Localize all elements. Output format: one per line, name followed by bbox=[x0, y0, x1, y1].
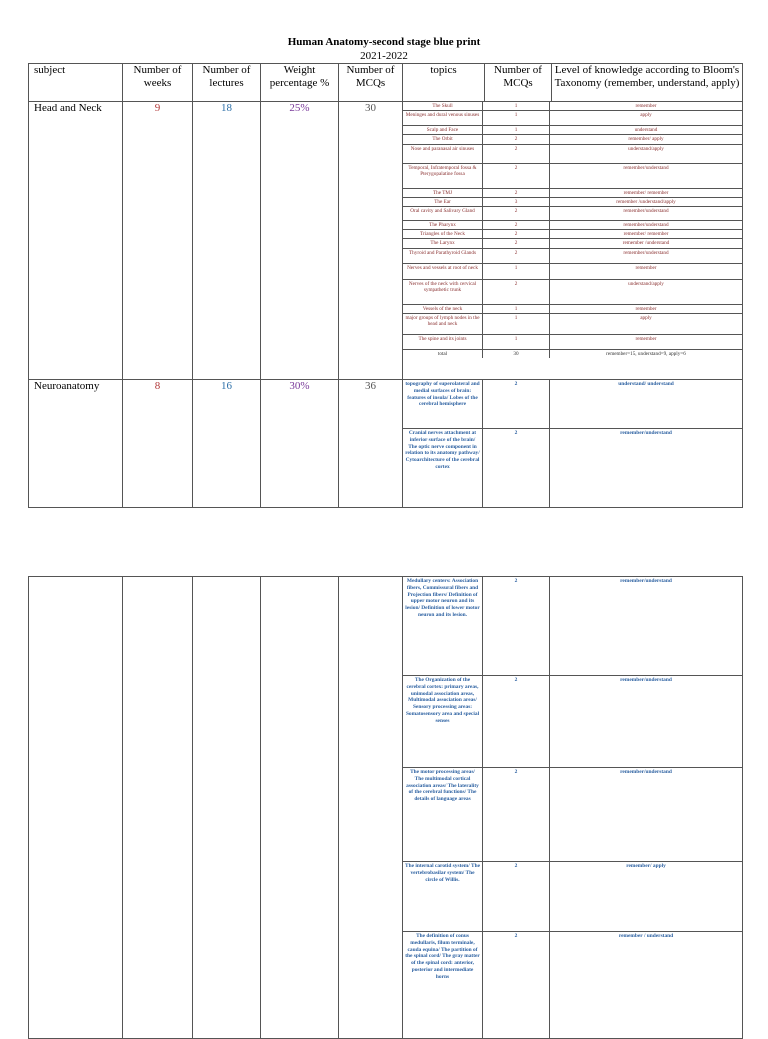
topic-knowledge-level: remember /understand bbox=[622, 240, 670, 246]
topic-row bbox=[403, 350, 742, 358]
section-neuro-continued bbox=[29, 577, 743, 1039]
topic-row bbox=[403, 230, 742, 239]
topic-knowledge-level: remember/understand bbox=[623, 222, 669, 228]
topic-mcq-count: 2 bbox=[483, 221, 550, 229]
topic-text: The TMJ bbox=[403, 189, 483, 197]
topic-text: The internal carotid system/ The vertebrobasilar system/ The circle of Willis. bbox=[403, 862, 483, 931]
topic-text: Cranial nerves attachment at inferior surface of the brain/ The optic nerve component in relation to its anatomy pathway/ Cytoarchitecture of the cerebral cortex bbox=[403, 429, 483, 507]
col-weeks: Number of weeks bbox=[123, 64, 193, 102]
topic-knowledge-level: remember/understand bbox=[623, 250, 669, 256]
topic-row bbox=[403, 164, 742, 189]
topic-mcq-count: 2 bbox=[483, 189, 550, 197]
topic-mcq-count: 2 bbox=[483, 429, 550, 507]
topic-text: The motor processing areas/ The multimodal cortical association areas/ The laterality of the cerebral functions/ The details of language areas bbox=[403, 768, 483, 861]
lectures-cell: 18 bbox=[193, 102, 261, 380]
topic-knowledge-level: remember /understand/apply bbox=[616, 199, 676, 205]
col-topic-mcqs: Number of MCQs bbox=[485, 64, 552, 102]
topic-text: topography of superolateral and medial surfaces of brain: features of insula/ Lobes of the cerebral hemisphere bbox=[403, 380, 483, 428]
topic-mcq-count: 2 bbox=[483, 249, 550, 263]
topic-knowledge-level: remember bbox=[635, 306, 657, 312]
topic-mcq-count: 1 bbox=[483, 111, 550, 125]
topic-knowledge-level: remember bbox=[635, 265, 657, 271]
topics-block bbox=[403, 577, 743, 1039]
topic-knowledge-level: remember/understand bbox=[623, 208, 669, 214]
topic-row bbox=[403, 380, 742, 429]
weeks-cell bbox=[123, 577, 193, 1039]
topic-text: The Larynx bbox=[403, 239, 483, 248]
topic-text: The Pharynx bbox=[403, 221, 483, 229]
topic-text: major groups of lymph nodes in the head and neck bbox=[403, 314, 483, 334]
topic-mcq-count: 1 bbox=[483, 126, 550, 134]
topic-row bbox=[403, 126, 742, 135]
col-mcqs: Number of MCQs bbox=[339, 64, 403, 102]
topic-knowledge-level: understand bbox=[634, 127, 658, 133]
topic-row bbox=[403, 335, 742, 350]
topic-row bbox=[403, 135, 742, 145]
topic-row bbox=[403, 862, 742, 932]
topic-knowledge-level: understand/apply bbox=[628, 146, 664, 152]
topic-knowledge-level: remember/understand bbox=[620, 677, 672, 683]
section-head-neck bbox=[29, 102, 743, 380]
topic-knowledge-level: remember/ apply bbox=[626, 863, 666, 869]
weight-cell bbox=[261, 577, 339, 1039]
topic-text: Meninges and dural venous sinuses bbox=[403, 111, 483, 125]
topic-knowledge-level: apply bbox=[640, 315, 652, 321]
topic-text: The Ear bbox=[403, 198, 483, 206]
col-lectures: Number of lectures bbox=[193, 64, 261, 102]
topic-text: Oral cavity and Salivary Gland bbox=[403, 207, 483, 220]
col-weight: Weight percentage % bbox=[261, 64, 339, 102]
subject-cell: Neuroanatomy bbox=[29, 380, 123, 508]
weeks-cell: 8 bbox=[123, 380, 193, 508]
topic-knowledge-level: remember/understand bbox=[620, 578, 672, 584]
topic-mcq-count: 1 bbox=[483, 314, 550, 334]
topic-mcq-count: 1 bbox=[483, 335, 550, 349]
topic-row bbox=[403, 249, 742, 264]
topic-mcq-count: 2 bbox=[483, 164, 550, 188]
topic-knowledge-level: remember bbox=[635, 336, 657, 342]
weight-cell: 25% bbox=[261, 102, 339, 380]
weight-cell: 30% bbox=[261, 380, 339, 508]
lectures-cell: 16 bbox=[193, 380, 261, 508]
topic-text: The Skull bbox=[403, 102, 483, 110]
header-row bbox=[29, 64, 743, 102]
topic-mcq-count: 3 bbox=[483, 198, 550, 206]
subject-cell bbox=[29, 577, 123, 1039]
topic-knowledge-level: remember / understand bbox=[618, 933, 674, 939]
topic-text: The definition of conus medullaris, filum terminale, cauda equina/ The partition of the spinal cord/ The gray matter of the spinal cord: anterior, posterior and intermediate horns bbox=[403, 932, 483, 1038]
topic-mcq-count: 30 bbox=[483, 350, 550, 358]
col-level: Level of knowledge according to Bloom's Taxonomy (remember, understand, apply) bbox=[552, 64, 743, 102]
topic-mcq-count: 2 bbox=[483, 676, 550, 767]
topic-mcq-count: 2 bbox=[483, 135, 550, 144]
topic-row bbox=[403, 102, 742, 111]
topics-block bbox=[403, 380, 743, 508]
topic-mcq-count: 1 bbox=[483, 305, 550, 313]
topic-knowledge-level: remember/ remember bbox=[623, 231, 669, 237]
topics-list bbox=[403, 577, 742, 1038]
topic-knowledge-level: understand/apply bbox=[628, 281, 664, 287]
topic-row bbox=[403, 239, 742, 249]
document-year: 2021-2022 bbox=[360, 50, 408, 62]
topic-row bbox=[403, 429, 742, 507]
topic-text: Nerves of the neck with cervical sympathetic trunk bbox=[403, 280, 483, 304]
topic-knowledge-level: remember=15, understand=9, apply=6 bbox=[606, 351, 686, 357]
topics-block bbox=[403, 102, 743, 380]
topic-text: Thyroid and Parathyroid Glands bbox=[403, 249, 483, 263]
topic-knowledge-level: remember/understand bbox=[620, 430, 672, 436]
topic-row bbox=[403, 198, 742, 207]
topic-row bbox=[403, 768, 742, 862]
topic-mcq-count: 2 bbox=[483, 239, 550, 248]
topics-list bbox=[403, 102, 742, 358]
topic-knowledge-level: remember/ remember bbox=[623, 190, 669, 196]
col-subject: subject bbox=[29, 64, 123, 102]
topic-row bbox=[403, 676, 742, 768]
topic-row bbox=[403, 207, 742, 221]
topic-row bbox=[403, 932, 742, 1038]
topic-row bbox=[403, 305, 742, 314]
topic-knowledge-level: understand/ understand bbox=[618, 381, 674, 387]
topic-knowledge-level: remember/ apply bbox=[628, 136, 664, 142]
topic-mcq-count: 2 bbox=[483, 230, 550, 238]
mcqs-cell bbox=[339, 577, 403, 1039]
section-neuro bbox=[29, 380, 743, 508]
topic-text: Nerves and vessels at root of neck bbox=[403, 264, 483, 279]
topic-row bbox=[403, 111, 742, 126]
topic-mcq-count: 2 bbox=[483, 577, 550, 675]
topic-mcq-count: 2 bbox=[483, 145, 550, 163]
topic-mcq-count: 1 bbox=[483, 102, 550, 110]
topic-row bbox=[403, 145, 742, 164]
topic-mcq-count: 2 bbox=[483, 768, 550, 861]
topic-mcq-count: 2 bbox=[483, 932, 550, 1038]
topic-row bbox=[403, 577, 742, 676]
topic-mcq-count: 2 bbox=[483, 280, 550, 304]
topic-row bbox=[403, 189, 742, 198]
topic-knowledge-level: remember/understand bbox=[620, 769, 672, 775]
document-title: Human Anatomy-second stage blue print bbox=[287, 36, 481, 48]
blueprint-table-continued bbox=[28, 576, 743, 1039]
topic-mcq-count: 1 bbox=[483, 264, 550, 279]
subject-cell: Head and Neck bbox=[29, 102, 123, 380]
topic-mcq-count: 2 bbox=[483, 862, 550, 931]
lectures-cell bbox=[193, 577, 261, 1039]
topic-mcq-count: 2 bbox=[483, 207, 550, 220]
topic-text: The Orbit bbox=[403, 135, 483, 144]
topic-knowledge-level: remember bbox=[635, 103, 657, 109]
topic-mcq-count: 2 bbox=[483, 380, 550, 428]
mcqs-cell: 36 bbox=[339, 380, 403, 508]
col-topics: topics bbox=[403, 64, 485, 102]
topic-knowledge-level: remember/understand bbox=[623, 165, 669, 171]
topic-text: total bbox=[403, 350, 483, 358]
topic-knowledge-level: apply bbox=[640, 112, 652, 118]
topic-text: Vessels of the neck bbox=[403, 305, 483, 313]
mcqs-cell: 30 bbox=[339, 102, 403, 380]
topic-text: Nose and paranasal air sinuses bbox=[403, 145, 483, 163]
topic-text: The spine and its joints bbox=[403, 335, 483, 349]
weeks-cell: 9 bbox=[123, 102, 193, 380]
topic-text: Temporal, Infratemporal fossa & Pterygopalatine fossa bbox=[403, 164, 483, 188]
topic-row bbox=[403, 221, 742, 230]
blueprint-table bbox=[28, 63, 743, 508]
topic-row bbox=[403, 280, 742, 305]
topic-text: Scalp and Face bbox=[403, 126, 483, 134]
topics-list bbox=[403, 380, 742, 507]
topic-row bbox=[403, 264, 742, 280]
topic-text: The Organization of the cerebral cortex: primary areas, unimodal association areas, Multimodal association areas/ Sensory processing areas: Somatosensory area and special senses bbox=[403, 676, 483, 767]
topic-row bbox=[403, 314, 742, 335]
topic-text: Medullary centers: Association fibers, Commissural fibers and Projection fibers/ Definition of upper motor neuron and its lesion/ Definition of lower motor neuron and its lesion. bbox=[403, 577, 483, 675]
topic-text: Triangles of the Neck bbox=[403, 230, 483, 238]
